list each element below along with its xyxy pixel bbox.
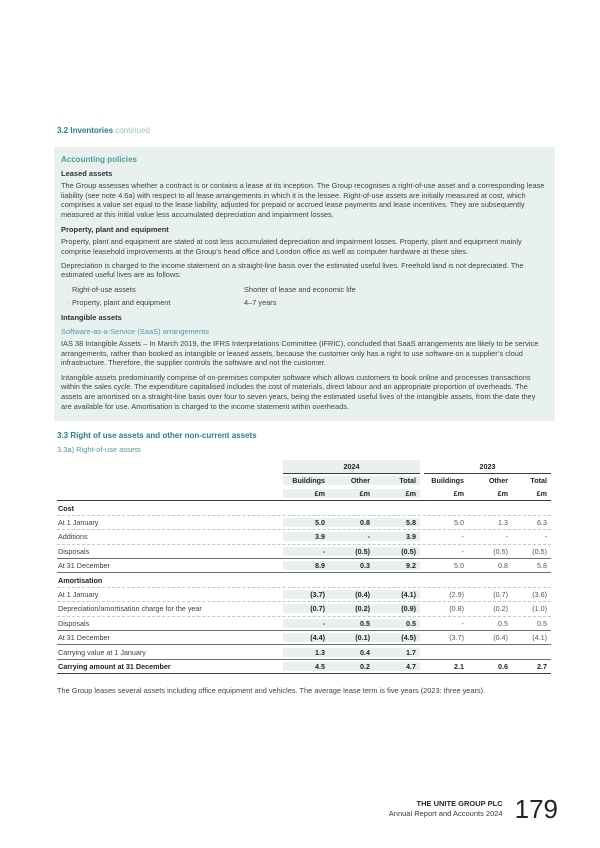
table-cell: 2.7 — [537, 661, 547, 671]
unit-label: £m — [283, 489, 329, 498]
page-number: 179 — [514, 794, 558, 824]
table-cell: - — [329, 532, 374, 541]
year-group-2023: 2023 — [424, 460, 551, 474]
intangible-assets-heading: Intangible assets — [61, 313, 122, 323]
right-of-use-assets-table — [57, 460, 551, 674]
unit-label: £m — [497, 489, 508, 499]
useful-life-item: Right-of-use assets — [72, 284, 136, 294]
year-header-spacer — [57, 460, 283, 474]
table-cell: 0.5 — [537, 618, 547, 628]
row-label: Disposals — [58, 546, 90, 556]
table-row — [57, 501, 551, 515]
table-cell: (4.5) — [374, 633, 420, 642]
table-cell: 5.0 — [283, 518, 329, 527]
table-cell: 1.3 — [498, 518, 508, 528]
table-cell: 5.8 — [537, 561, 547, 571]
row-label: Cost — [58, 503, 74, 513]
table-column-header-row — [57, 474, 551, 487]
col-header-buildings-2024: Buildings — [283, 476, 329, 485]
col-header-other-2024: Other — [329, 476, 374, 485]
bullet-icon: · — [67, 284, 70, 294]
table-cell: (0.5) — [532, 546, 547, 556]
company-name: THE UNITE GROUP PLC — [416, 799, 503, 809]
unit-label: £m — [536, 489, 547, 499]
row-label: At 31 December — [58, 561, 110, 571]
table-cell: (3.7) — [283, 590, 329, 599]
table-cell: 5.0 — [454, 561, 464, 571]
col-header-buildings-2023: Buildings — [431, 476, 464, 486]
row-label: Carrying amount at 31 December — [58, 661, 171, 671]
table-cell: (3.6) — [532, 589, 547, 599]
intangible-paragraph: Intangible assets predominantly comprise of on-premises computer software which allows customers to book online and processes transactions within the sales cycle. The expenditure capitalised includes the cost of materials, direct labour and an appropriate proportion of overheads. The assets are amortised on a straight-line basis over four to seven years, being the estimated useful lives of the intangible assets, from the date they are available for use. Amortisation is charged to the income statement within overheads. — [61, 372, 536, 411]
table-cell: 5.0 — [454, 518, 464, 528]
section-continued-label: continued — [115, 126, 150, 135]
table-cell: (3.7) — [449, 633, 464, 643]
year-group-2024: 2024 — [283, 460, 420, 474]
footer-text-block — [389, 799, 503, 819]
table-cell: 4.7 — [374, 662, 420, 671]
table-cell: (0.5) — [329, 547, 374, 556]
table-cell: (2.9) — [449, 589, 464, 599]
table-cell: 1.7 — [374, 648, 420, 657]
page-footer — [389, 796, 558, 822]
table-row — [57, 559, 551, 573]
ppe-paragraph-1: Property, plant and equipment are stated at cost less accumulated depreciation and impairment losses. Property, plant and equipment mainly comprise leasehold improvements at the Group’s head office and London office as well as computer hardware at these sites. — [61, 236, 522, 256]
accounting-policies-box — [54, 147, 555, 421]
table-cell: 6.3 — [537, 518, 547, 528]
section-number-title: 3.2 Inventories — [57, 126, 114, 135]
table-cell: 5.8 — [374, 518, 420, 527]
ppe-paragraph-2: Depreciation is charged to the income statement on a straight-line basis over the estimated useful lives. Freehold land is not depreciated. The estimated useful lives are as follows: — [61, 260, 524, 280]
table-cell: 0.6 — [498, 661, 508, 671]
table-row — [57, 617, 551, 631]
unit-label: £m — [374, 489, 420, 498]
saas-heading: Software-as-a-Service (SaaS) arrangements — [61, 327, 209, 337]
row-label: Amortisation — [58, 575, 103, 585]
table-unit-row — [57, 487, 551, 501]
table-cell: 9.2 — [374, 561, 420, 570]
table-cell: 3.9 — [374, 532, 420, 541]
table-cell: (0.5) — [374, 547, 420, 556]
row-label: Depreciation/amortisation charge for the year — [58, 604, 202, 614]
table-cell: 4.5 — [283, 662, 329, 671]
table-cell: - — [461, 546, 464, 556]
unit-label: £m — [329, 489, 374, 498]
table-row — [57, 645, 551, 659]
table-body — [57, 501, 551, 674]
table-cell: 0.5 — [374, 619, 420, 628]
table-cell: 0.8 — [498, 561, 508, 571]
col-header-total-2024: Total — [374, 476, 420, 485]
table-cell: 3.9 — [283, 532, 329, 541]
useful-life-row — [67, 298, 547, 308]
table-row — [57, 660, 551, 674]
table-cell: (0.4) — [493, 633, 508, 643]
table-cell: (4.1) — [374, 590, 420, 599]
table-cell: - — [461, 618, 464, 628]
table-cell: (0.8) — [449, 604, 464, 614]
row-label: Additions — [58, 532, 88, 542]
table-cell: (0.4) — [329, 590, 374, 599]
col-header-total-2023: Total — [530, 476, 547, 486]
table-cell: (0.2) — [329, 604, 374, 613]
page-content — [57, 126, 551, 696]
row-label: At 31 December — [58, 633, 110, 643]
table-cell: - — [544, 532, 547, 542]
row-label: At 1 January — [58, 518, 99, 528]
table-row — [57, 588, 551, 602]
table-row — [57, 631, 551, 645]
table-cell: - — [505, 532, 508, 542]
table-cell: - — [461, 532, 464, 542]
table-cell: 8.9 — [283, 561, 329, 570]
useful-life-row — [67, 285, 547, 295]
ppe-heading: Property, plant and equipment — [61, 224, 169, 234]
report-title: Annual Report and Accounts 2024 — [388, 809, 503, 818]
table-cell: - — [283, 619, 329, 628]
useful-life-value: Shorter of lease and economic life — [244, 284, 356, 294]
table-cell: (0.1) — [329, 633, 374, 642]
section-heading-3-2 — [57, 126, 551, 136]
row-label: Disposals — [58, 618, 90, 628]
table-cell: (0.2) — [493, 604, 508, 614]
table-cell: 0.5 — [329, 619, 374, 628]
table-footnote: The Group leases several assets including office equipment and vehicles. The average lease term is five years (2023: three years). — [57, 686, 486, 696]
table-cell: 0.2 — [329, 662, 374, 671]
table-cell: (0.7) — [283, 604, 329, 613]
table-cell: 0.8 — [329, 518, 374, 527]
table-cell: 0.3 — [329, 561, 374, 570]
useful-life-value: 4–7 years — [244, 298, 277, 308]
table-cell: 0.5 — [498, 618, 508, 628]
table-cell: 0.4 — [329, 648, 374, 657]
unit-label: £m — [453, 489, 464, 499]
section-heading-3-3a: 3.3a) Right-of-use assets — [57, 445, 141, 455]
table-cell: (0.7) — [493, 589, 508, 599]
leased-assets-paragraph: The Group assesses whether a contract is or contains a lease at its inception. The Group recognises a right-of-use asset and a corresponding lease liability (see note 4.6a) with respect to all lease arrangements in which it is the lessee. Right-of-use assets are initially measured at cost, which comprises a value set equal to the lease liability, adjusted for prepaid or accrued lease payments and lease incentives. They are subsequently measured at this initial value less accumulated depreciation and impairment losses. — [61, 181, 545, 220]
table-row — [57, 573, 551, 587]
table-cell: - — [283, 547, 329, 556]
leased-assets-heading: Leased assets — [61, 169, 113, 178]
section-heading-3-3: 3.3 Right of use assets and other non-current assets — [57, 431, 257, 441]
table-row — [57, 602, 551, 616]
table-cell: (0.5) — [493, 546, 508, 556]
box-title: Accounting policies — [61, 155, 138, 164]
row-label: Carrying value at 1 January — [58, 647, 146, 657]
table-cell: 1.3 — [283, 648, 329, 657]
table-cell: (0.9) — [374, 604, 420, 613]
useful-life-item: Property, plant and equipment — [72, 298, 171, 308]
col-header-other-2023: Other — [488, 476, 508, 486]
table-row — [57, 530, 551, 544]
bullet-icon: · — [67, 298, 70, 308]
table-cell: 2.1 — [454, 661, 464, 671]
table-row — [57, 545, 551, 559]
table-year-header-row — [57, 460, 551, 474]
table-cell: (4.4) — [283, 633, 329, 642]
table-cell: (4.1) — [532, 633, 547, 643]
table-cell: (1.0) — [532, 604, 547, 614]
table-row — [57, 516, 551, 530]
saas-paragraph: IAS 38 Intangible Assets – In March 2019, the IFRS Interpretations Committee (IFRIC), concluded that SaaS arrangements are likely to be service arrangements, rather than booked as intangible or leased assets, because the customer only has a right to use software on a supplier’s cloud infrastructure. Therefore, the supplier controls the software and not the customer. — [61, 339, 539, 368]
row-label: At 1 January — [58, 589, 99, 599]
